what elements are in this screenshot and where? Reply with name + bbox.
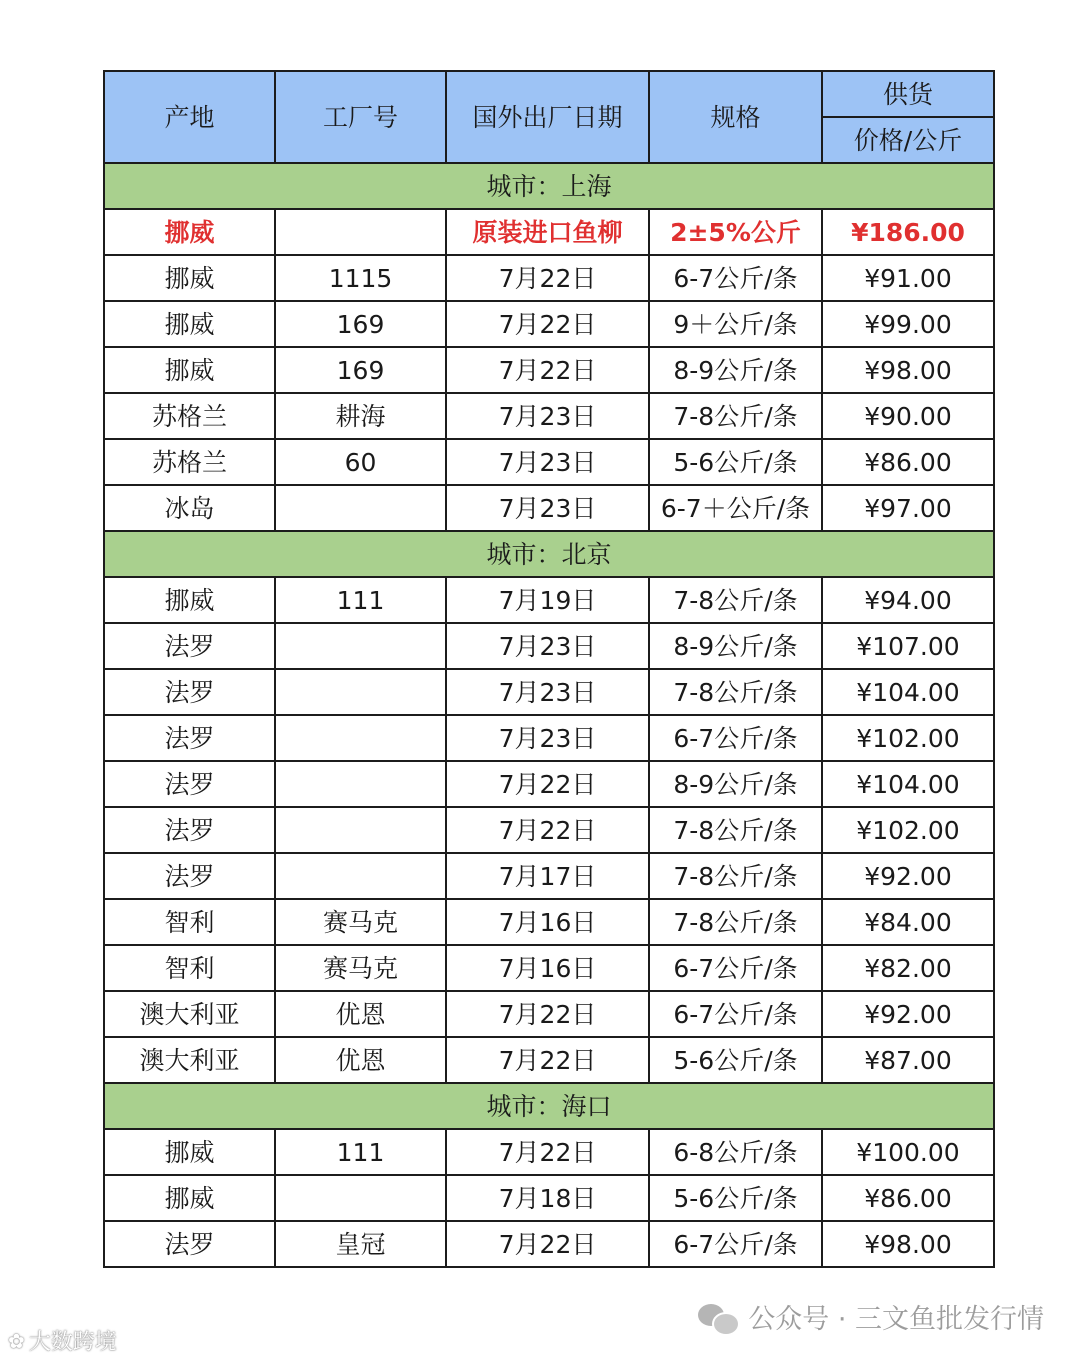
cell-date: 7月22日 [446,1037,649,1083]
cell-factory: 赛马克 [275,945,446,991]
cell-date: 7月22日 [446,807,649,853]
table-row [104,623,994,669]
cell-factory: 169 [275,347,446,393]
cell-price: ¥104.00 [822,761,994,807]
cell-spec: 6-7公斤/条 [649,991,822,1037]
cell-factory: 皇冠 [275,1221,446,1267]
cell-factory: 111 [275,577,446,623]
cell-price: ¥91.00 [822,255,994,301]
cell-origin: 挪威 [104,347,275,393]
corner-logo-icon: ✿ [8,1328,25,1353]
cell-price: ¥99.00 [822,301,994,347]
cell-price: ¥90.00 [822,393,994,439]
cell-price: ¥92.00 [822,991,994,1037]
wechat-icon [698,1302,738,1332]
cell-origin: 法罗 [104,623,275,669]
watermark [698,1297,1044,1336]
city-label: 城市：北京 [104,531,994,577]
cell-spec: 5-6公斤/条 [649,1175,822,1221]
cell-spec: 7-8公斤/条 [649,393,822,439]
cell-date: 7月18日 [446,1175,649,1221]
cell-date: 原装进口鱼柳 [446,209,649,255]
cell-price: ¥104.00 [822,669,994,715]
cell-price: ¥100.00 [822,1129,994,1175]
cell-price: ¥86.00 [822,1175,994,1221]
cell-factory [275,485,446,531]
cell-origin: 澳大利亚 [104,991,275,1037]
cell-date: 7月23日 [446,669,649,715]
cell-factory: 赛马克 [275,899,446,945]
cell-origin: 智利 [104,899,275,945]
cell-spec: 7-8公斤/条 [649,807,822,853]
cell-origin: 冰岛 [104,485,275,531]
table-row [104,1221,994,1267]
cell-spec: 6-7公斤/条 [649,255,822,301]
city-row [104,1083,994,1129]
cell-spec: 7-8公斤/条 [649,669,822,715]
table-row [104,485,994,531]
cell-price: ¥102.00 [822,715,994,761]
cell-origin: 法罗 [104,715,275,761]
cell-spec: 6-7＋公斤/条 [649,485,822,531]
table-row [104,1129,994,1175]
table-row [104,1037,994,1083]
cell-factory [275,1175,446,1221]
cell-factory: 111 [275,1129,446,1175]
cell-date: 7月19日 [446,577,649,623]
table-row [104,761,994,807]
table-row [104,669,994,715]
cell-origin: 挪威 [104,301,275,347]
cell-date: 7月23日 [446,393,649,439]
cell-date: 7月22日 [446,347,649,393]
cell-factory: 耕海 [275,393,446,439]
cell-date: 7月16日 [446,945,649,991]
cell-date: 7月22日 [446,255,649,301]
cell-origin: 挪威 [104,255,275,301]
cell-price: ¥84.00 [822,899,994,945]
cell-date: 7月23日 [446,439,649,485]
cell-spec: 5-6公斤/条 [649,439,822,485]
table-row [104,577,994,623]
cell-spec: 7-8公斤/条 [649,577,822,623]
cell-factory: 169 [275,301,446,347]
header-factory: 工厂号 [275,71,446,163]
cell-factory [275,807,446,853]
table-row [104,945,994,991]
cell-date: 7月22日 [446,1221,649,1267]
table-row [104,715,994,761]
cell-factory [275,209,446,255]
cell-spec: 6-7公斤/条 [649,945,822,991]
cell-date: 7月22日 [446,761,649,807]
table-row [104,853,994,899]
cell-origin: 法罗 [104,761,275,807]
cell-date: 7月17日 [446,853,649,899]
cell-factory: 60 [275,439,446,485]
cell-price: ¥98.00 [822,347,994,393]
cell-date: 7月23日 [446,485,649,531]
table-row [104,899,994,945]
cell-origin: 法罗 [104,853,275,899]
cell-factory: 优恩 [275,1037,446,1083]
cell-price: ¥82.00 [822,945,994,991]
cell-spec: 8-9公斤/条 [649,347,822,393]
cell-factory: 1115 [275,255,446,301]
cell-price: ¥102.00 [822,807,994,853]
table-header [104,71,994,163]
city-label: 城市：海口 [104,1083,994,1129]
table-row [104,439,994,485]
cell-date: 7月22日 [446,1129,649,1175]
header-origin: 产地 [104,71,275,163]
header-price: 价格/公斤 [822,117,994,163]
cell-date: 7月23日 [446,715,649,761]
cell-origin: 法罗 [104,1221,275,1267]
cell-spec: 9＋公斤/条 [649,301,822,347]
city-row [104,163,994,209]
cell-factory: 优恩 [275,991,446,1037]
corner-watermark-text: 大数跨境 [28,1330,117,1355]
cell-price: ¥86.00 [822,439,994,485]
cell-origin: 法罗 [104,669,275,715]
cell-date: 7月23日 [446,623,649,669]
cell-price: ¥98.00 [822,1221,994,1267]
cell-factory [275,761,446,807]
corner-watermark [8,1325,117,1356]
cell-spec: 8-9公斤/条 [649,623,822,669]
cell-spec: 6-8公斤/条 [649,1129,822,1175]
cell-price: ¥107.00 [822,623,994,669]
table-row [104,1175,994,1221]
cell-origin: 挪威 [104,1129,275,1175]
cell-spec: 5-6公斤/条 [649,1037,822,1083]
cell-origin: 法罗 [104,807,275,853]
table-row [104,301,994,347]
cell-date: 7月16日 [446,899,649,945]
cell-spec: 7-8公斤/条 [649,853,822,899]
cell-origin: 苏格兰 [104,393,275,439]
cell-date: 7月22日 [446,991,649,1037]
table-row [104,393,994,439]
cell-spec: 2±5%公斤 [649,209,822,255]
cell-price: ¥92.00 [822,853,994,899]
table-body [104,163,994,1267]
cell-origin: 挪威 [104,1175,275,1221]
table-row [104,347,994,393]
cell-price: ¥186.00 [822,209,994,255]
table-row [104,209,994,255]
header-date: 国外出厂日期 [446,71,649,163]
cell-factory [275,623,446,669]
cell-origin: 苏格兰 [104,439,275,485]
cell-date: 7月22日 [446,301,649,347]
header-supply: 供货 [822,71,994,117]
cell-origin: 挪威 [104,577,275,623]
city-row [104,531,994,577]
cell-spec: 8-9公斤/条 [649,761,822,807]
cell-spec: 6-7公斤/条 [649,1221,822,1267]
price-table [103,70,995,1268]
cell-origin: 澳大利亚 [104,1037,275,1083]
cell-factory [275,853,446,899]
cell-origin: 挪威 [104,209,275,255]
cell-price: ¥97.00 [822,485,994,531]
cell-spec: 6-7公斤/条 [649,715,822,761]
header-spec: 规格 [649,71,822,163]
cell-price: ¥87.00 [822,1037,994,1083]
cell-factory [275,669,446,715]
watermark-text: 公众号 · 三文鱼批发行情 [748,1304,1044,1335]
cell-factory [275,715,446,761]
table-row [104,255,994,301]
cell-origin: 智利 [104,945,275,991]
cell-spec: 7-8公斤/条 [649,899,822,945]
city-label: 城市：上海 [104,163,994,209]
table-row [104,807,994,853]
table-row [104,991,994,1037]
cell-price: ¥94.00 [822,577,994,623]
